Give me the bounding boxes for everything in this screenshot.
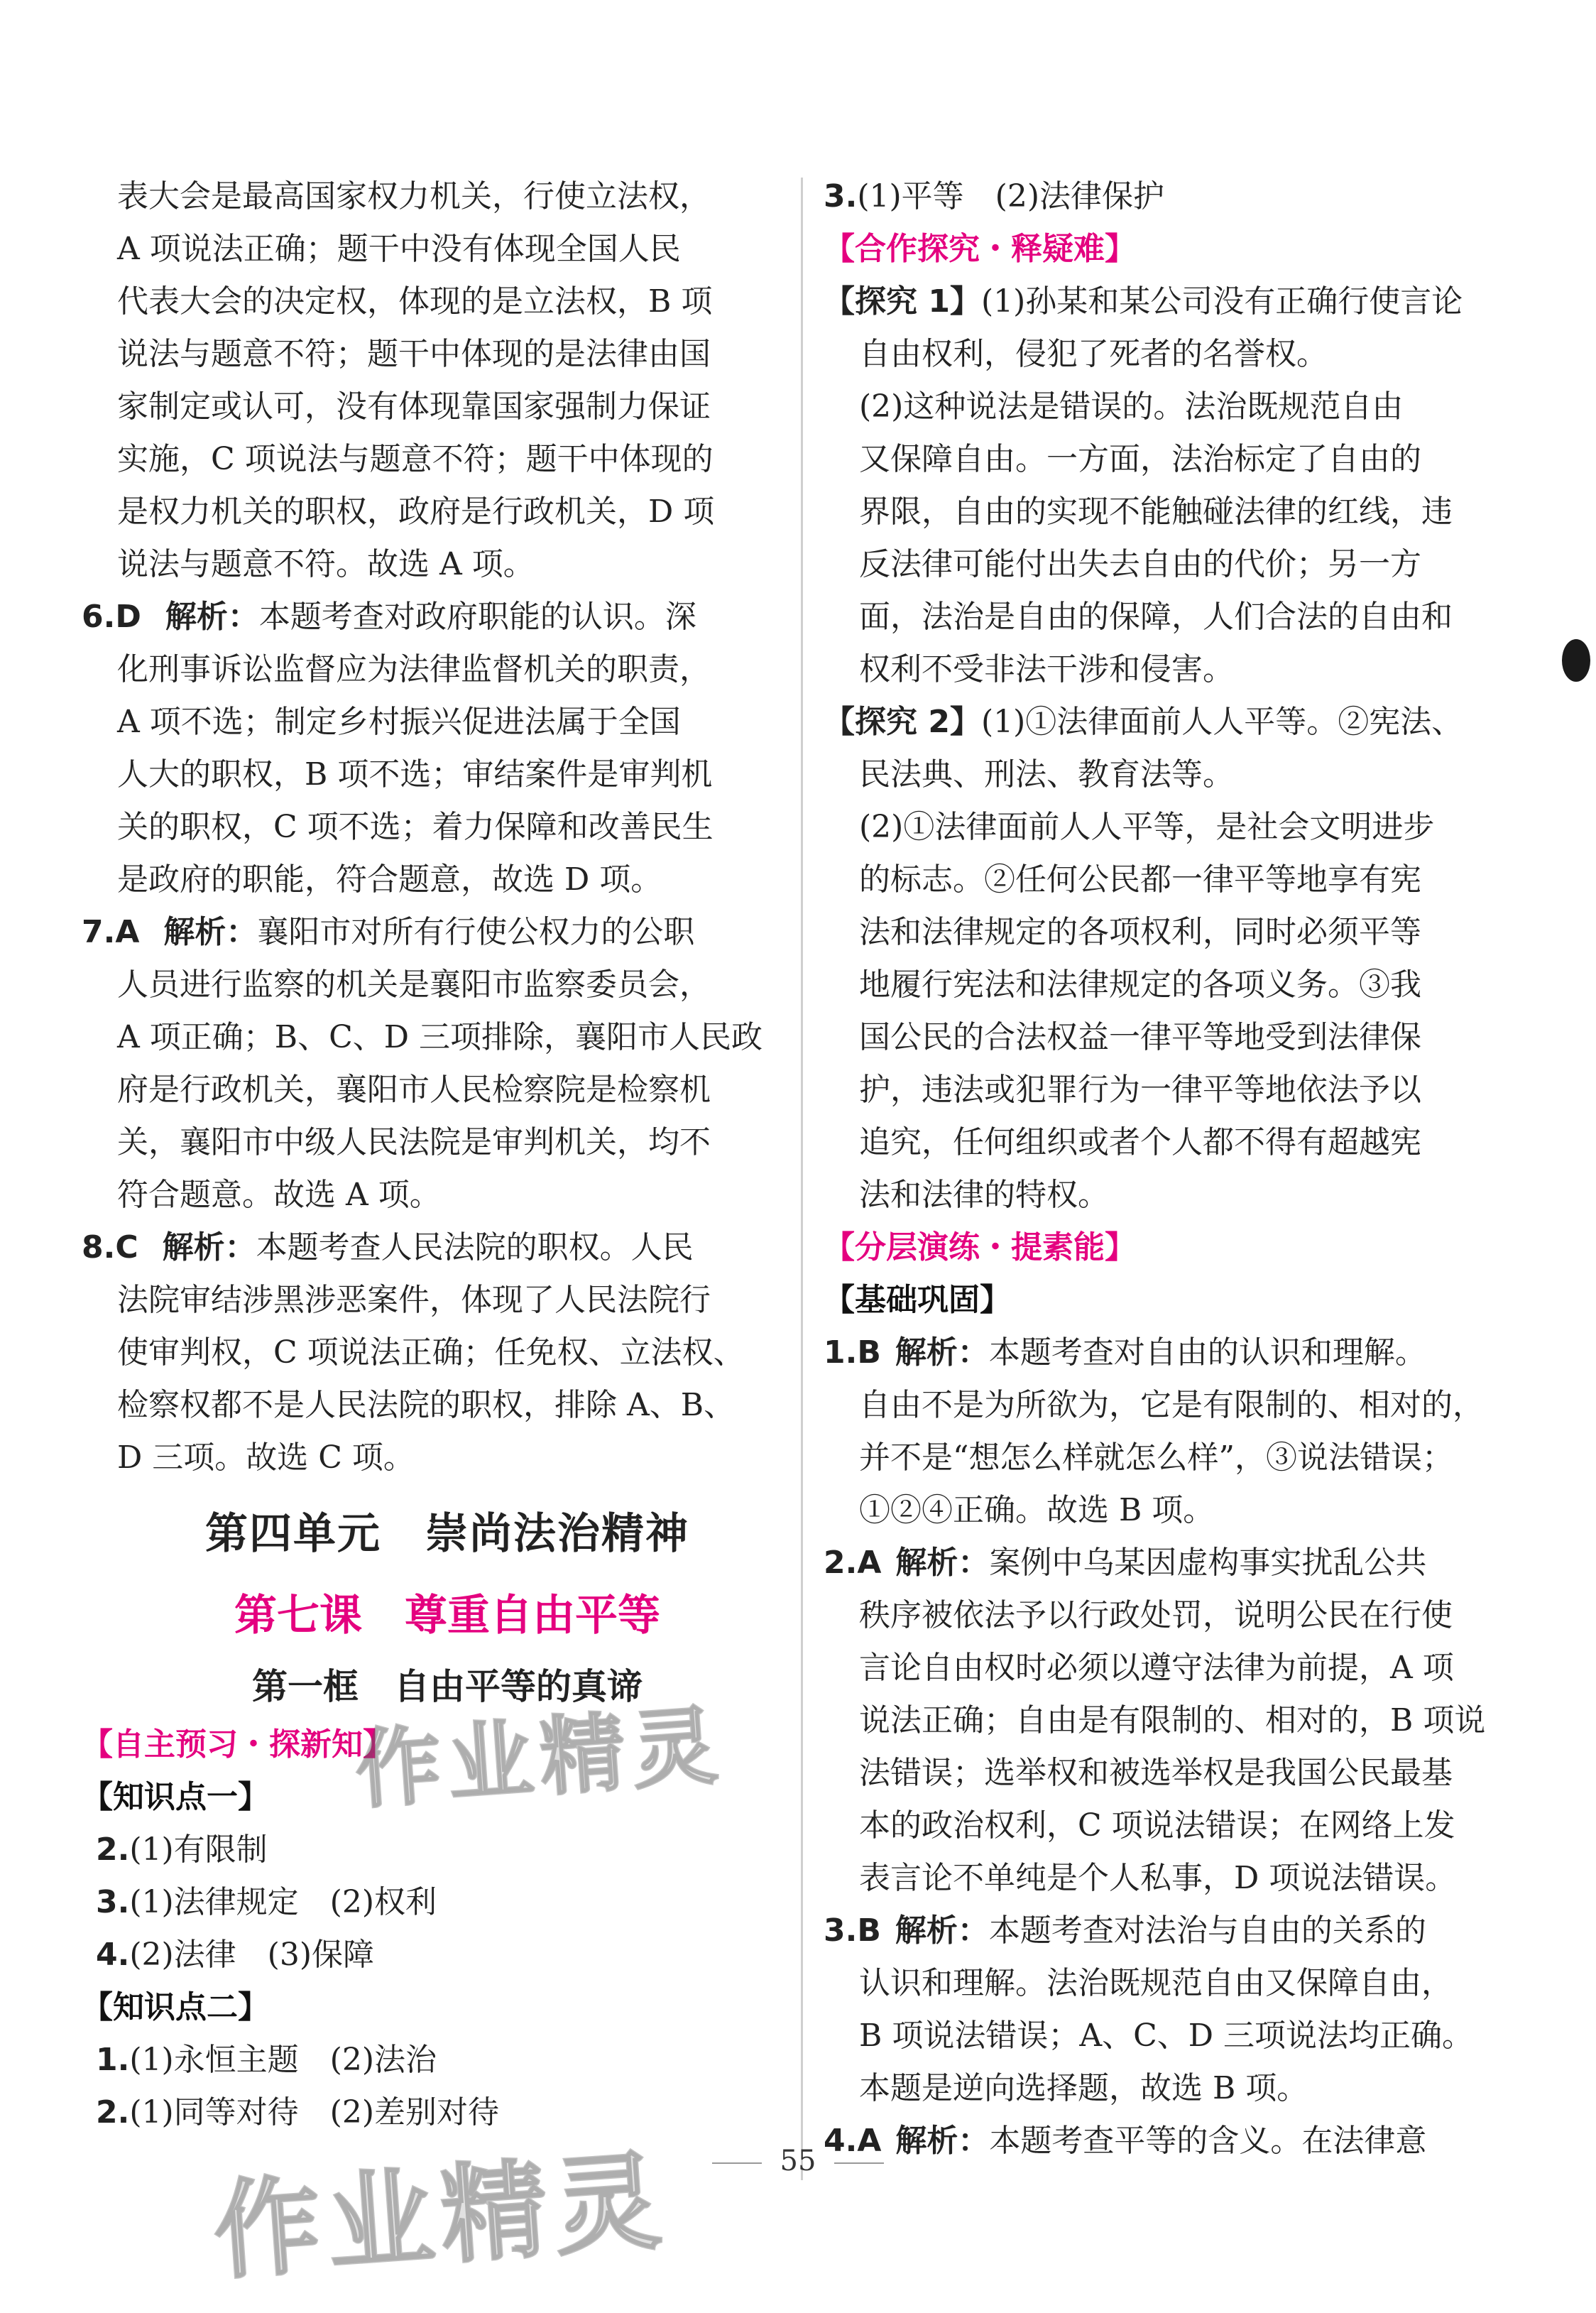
answer-line (96, 1929, 777, 1981)
page-number-value: 55 (780, 2145, 816, 2177)
text-line: 人大的职权，B 项不选；审结案件是审判机 (117, 756, 713, 793)
text-line: 关的职权，C 项不选；着力保障和改善民生 (117, 809, 714, 845)
section-heading-layered: 【分层演练・提素能】 (824, 1229, 1136, 1266)
text-line: 案例中乌某因虚构事实扰乱公共 (989, 1545, 1427, 1581)
answer-line (96, 1876, 777, 1929)
text-line: (2)①法律面前人人平等，是社会文明进步 (859, 809, 1435, 845)
left-column (82, 170, 777, 2139)
answer-number: 4. (96, 1937, 130, 1973)
text-line: 检察权都不是人民法院的职权，排除 A、B、 (117, 1387, 736, 1423)
text-line: 的标志。②任何公民都一律平等地享有宪 (859, 861, 1421, 898)
analysis-label: 解析： (165, 599, 259, 635)
explore-label: 【探究 1】 (824, 283, 981, 320)
analysis-label: 解析： (895, 1334, 989, 1371)
text-line: 府是行政机关，襄阳市人民检察院是检察机 (117, 1072, 711, 1108)
answer-number: 3. (96, 1884, 130, 1920)
text-line: 说法正确；自由是有限制的、相对的，B 项说 (859, 1702, 1486, 1738)
text-line: 反法律可能付出失去自由的代价；另一方 (859, 546, 1421, 582)
answer-number: 2.A (824, 1545, 882, 1581)
text-line: (1)孙某和某公司没有正确行使言论 (980, 283, 1463, 320)
answer-7 (82, 906, 777, 959)
text-line: 民法典、刑法、教育法等。 (859, 756, 1234, 793)
ink-speck (1562, 639, 1590, 682)
answer-b2 (824, 1537, 1498, 1589)
answer-number: 6.D (82, 599, 141, 635)
answer-number: 2. (96, 1832, 130, 1868)
text-line: 本题考查对自由的认识和理解。 (988, 1334, 1426, 1371)
text-line: 追究，任何组织或者个人都不得有超越宪 (859, 1124, 1421, 1160)
answer-6 (82, 591, 777, 643)
answer-text: (2)法律 (3)保障 (129, 1937, 374, 1973)
text-line: 权利不受非法干涉和侵害。 (859, 651, 1234, 687)
answer-line (96, 1824, 777, 1876)
analysis-label: 解析： (895, 1912, 989, 1949)
explore-1 (824, 276, 1498, 328)
text-line: 自由不是为所欲为，它是有限制的、相对的， (859, 1387, 1484, 1423)
answer-text: (1)平等 (2)法律保护 (857, 178, 1164, 214)
column-divider (801, 178, 803, 2180)
text-line: 护，违法或犯罪行为一律平等地依法予以 (859, 1072, 1421, 1108)
answer-b1 (824, 1327, 1498, 1379)
text-line: 本题是逆向选择题，故选 B 项。 (859, 2070, 1308, 2106)
basic-heading: 【基础巩固】 (824, 1282, 1011, 1318)
text-line: 关，襄阳市中级人民法院是审判机关，均不 (117, 1124, 711, 1160)
answer-number: 8.C (82, 1229, 138, 1266)
text-line: 法和法律的特权。 (859, 1177, 1109, 1213)
text-line: 自由权利，侵犯了死者的名誉权。 (859, 336, 1328, 372)
lesson-title: 第七课 尊重自由平等 (234, 1591, 660, 1640)
text-line: 法和法律规定的各项权利，同时必须平等 (859, 914, 1421, 950)
text-line: A 项说法正确；题干中没有体现全国人民 (117, 231, 681, 267)
text-line: 本题考查对法治与自由的关系的 (988, 1912, 1426, 1949)
page-number (0, 2145, 1596, 2177)
analysis-label: 解析： (163, 914, 258, 950)
text-line: 本题考查平等的含义。在法律意 (989, 2123, 1427, 2159)
answer-number: 1.B (824, 1334, 881, 1371)
answer-number: 2. (96, 2094, 130, 2130)
text-line: 是政府的职能，符合题意，故选 D 项。 (117, 861, 662, 898)
frame-title: 第一框 自由平等的真谛 (252, 1666, 643, 1707)
text-line: 符合题意。故选 A 项。 (117, 1177, 441, 1213)
text-line: 面，法治是自由的保障，人们合法的自由和 (859, 599, 1453, 635)
knowledge-point-heading: 【知识点一】 (82, 1779, 269, 1815)
text-line: 国公民的合法权益一律平等地受到法律保 (859, 1019, 1421, 1055)
right-column (824, 170, 1498, 2167)
text-line: ①②④正确。故选 B 项。 (859, 1492, 1215, 1528)
text-line: 襄阳市对所有行使公权力的公职 (257, 914, 695, 950)
knowledge-point-heading: 【知识点二】 (82, 1989, 269, 2025)
text-line: 实施，C 项说法与题意不符；题干中体现的 (117, 441, 714, 477)
answer-text: (1)法律规定 (2)权利 (129, 1884, 437, 1920)
text-line: (2)这种说法是错误的。法治既规范自由 (859, 388, 1404, 425)
answer-8 (82, 1221, 777, 1274)
answer-number: 4.A (824, 2123, 882, 2159)
section-heading-cooperation: 【合作探究・释疑难】 (824, 231, 1136, 267)
text-line: A 项正确；B、C、D 三项排除，襄阳市人民政 (117, 1019, 763, 1055)
analysis-label: 解析： (895, 1545, 990, 1581)
watermark-logo: 作业精灵 (209, 2139, 672, 2295)
watermark-logo: 作业精灵 (352, 1697, 728, 1821)
text-line: 代表大会的决定权，体现的是立法权，B 项 (117, 283, 713, 320)
text-line: A 项不选；制定乡村振兴促进法属于全国 (117, 704, 681, 740)
text-line: 并不是“想怎么样就怎么样”，③说法错误； (859, 1439, 1453, 1476)
answer-text: (1)永恒主题 (2)法治 (129, 2042, 437, 2078)
text-line: 表言论不单纯是个人私事，D 项说法错误。 (859, 1860, 1457, 1896)
text-line: 说法与题意不符；题干中体现的是法律由国 (117, 336, 711, 372)
explore-2 (824, 696, 1498, 749)
text-line: 又保障自由。一方面，法治标定了自由的 (859, 441, 1421, 477)
text-line: 地履行宪法和法律规定的各项义务。③我 (859, 967, 1421, 1003)
section-heading-preview: 【自主预习・探新知】 (82, 1726, 394, 1763)
text-line: 人员进行监察的机关是襄阳市监察委员会， (117, 967, 711, 1003)
answer-number: 7.A (82, 914, 140, 950)
text-line: 秩序被依法予以行政处罚，说明公民在行使 (859, 1597, 1453, 1633)
text-line: 家制定或认可，没有体现靠国家强制力保证 (117, 388, 711, 425)
text-line: 是权力机关的职权，政府是行政机关，D 项 (117, 494, 715, 530)
answer-text: (1)同等对待 (2)差别对待 (129, 2094, 499, 2130)
text-line: 本的政治权利，C 项说法错误；在网络上发 (859, 1807, 1455, 1844)
text-line: 本题考查对政府职能的认识。深 (258, 599, 696, 635)
answer-line (96, 2034, 777, 2086)
analysis-label: 解析： (895, 2123, 990, 2159)
answer-number: 1. (96, 2042, 130, 2078)
text-line: 说法与题意不符。故选 A 项。 (117, 546, 535, 582)
text-line: 化刑事诉讼监督应为法律监督机关的职责， (117, 651, 711, 687)
page-number-dash (834, 2162, 884, 2164)
answer-text: (1)有限制 (129, 1832, 268, 1868)
explore-label: 【探究 2】 (824, 704, 981, 740)
answer-line (824, 170, 1498, 223)
answer-number: 3.B (824, 1912, 881, 1949)
answer-number: 3. (824, 178, 858, 214)
text-line: B 项说法错误；A、C、D 三项说法均正确。 (859, 2018, 1474, 2054)
text-line: 界限，自由的实现不能触碰法律的红线，违 (859, 494, 1453, 530)
text-line: 法错误；选举权和被选举权是我国公民最基 (859, 1755, 1453, 1791)
text-line: D 三项。故选 C 项。 (117, 1439, 415, 1476)
page-number-dash (712, 2162, 762, 2164)
answer-b3 (824, 1905, 1498, 1957)
unit-title: 第四单元 崇尚法治精神 (205, 1509, 689, 1559)
text-line: (1)①法律面前人人平等。②宪法、 (980, 704, 1463, 740)
text-line: 表大会是最高国家权力机关，行使立法权， (117, 178, 711, 214)
text-line: 使审判权，C 项说法正确；任免权、立法权、 (117, 1334, 745, 1371)
analysis-label: 解析： (162, 1229, 256, 1266)
text-line: 言论自由权时必须以遵守法律为前提，A 项 (859, 1650, 1454, 1686)
text-line: 法院审结涉黑涉恶案件，体现了人民法院行 (117, 1282, 711, 1318)
text-line: 本题考查人民法院的职权。人民 (256, 1229, 694, 1266)
text-line: 认识和理解。法治既规范自由又保障自由， (859, 1965, 1453, 2001)
